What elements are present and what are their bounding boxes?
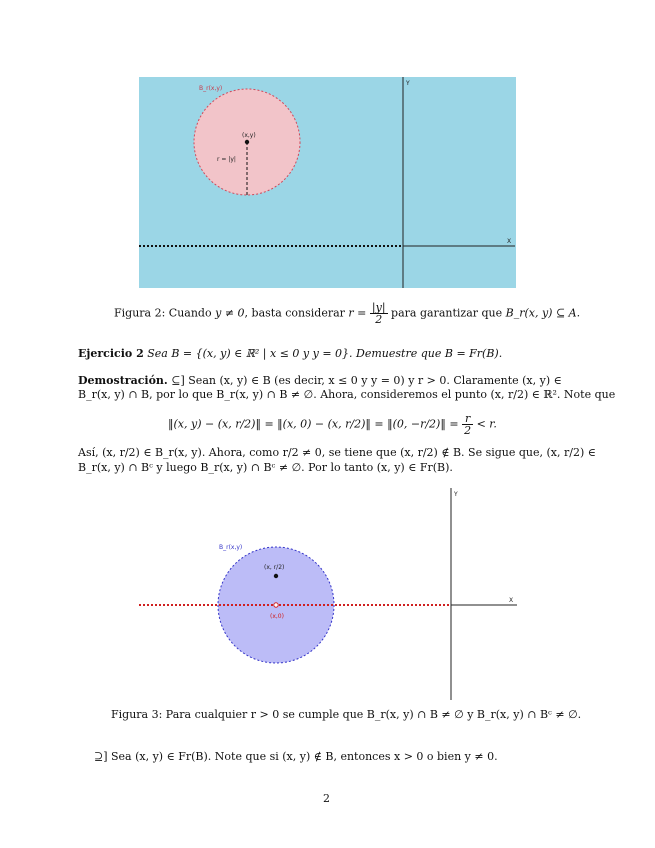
figure-2-background bbox=[139, 77, 516, 288]
figure-3-point-half-r bbox=[274, 574, 278, 578]
figure-3-y-axis-label: Y bbox=[454, 491, 458, 498]
figure-2-caption-r: r = bbox=[348, 306, 367, 320]
figure-2-center-point bbox=[245, 140, 249, 144]
figure-2-caption-end: B_r(x, y) ⊆ A. bbox=[505, 306, 581, 320]
figure-2-caption-mid: , basta considerar bbox=[244, 306, 349, 320]
proof-equation-fraction bbox=[462, 413, 473, 436]
proof-line-1-text: ⊆] Sean (x, y) ∈ B (es decir, x ≤ 0 y y = 0) y r > 0. Claramente (x, y) ∈ bbox=[171, 374, 562, 387]
figure-2-caption bbox=[114, 302, 580, 325]
proof-title: Demostración. bbox=[78, 374, 168, 387]
figure-2-ball-label: B_r(x,y) bbox=[199, 85, 223, 92]
figure-2-x-axis-label: X bbox=[507, 238, 512, 245]
figure-3 bbox=[139, 488, 519, 700]
figure-2-caption-cond: y ≠ 0 bbox=[215, 306, 245, 320]
proof-line-4: B_r(x, y) ∩ Bᶜ y luego B_r(x, y) ∩ Bᶜ ≠ ∅. Por lo tanto (x, y) ∈ Fr(B). bbox=[78, 461, 453, 474]
figure-3-ball-label: B_r(x,y) bbox=[219, 544, 243, 551]
figure-3-x-axis-label: X bbox=[509, 597, 514, 604]
figure-3-center-label: (x,0) bbox=[270, 613, 284, 620]
proof-line-3: Así, (x, r/2) ∈ B_r(x, y). Ahora, como r/2 ≠ 0, se tiene que (x, r/2) ∉ B. Se sigue que, (x, r/2) ∈ bbox=[78, 446, 596, 459]
figure-2-plot bbox=[139, 77, 516, 288]
proof-line-2: B_r(x, y) ∩ B, por lo que B_r(x, y) ∩ B ≠ ∅. Ahora, consideremos el punto (x, r/2) ∈ ℝ². Note que bbox=[78, 388, 616, 401]
exercise-statement: Sea B = {(x, y) ∈ ℝ² | x ≤ 0 y y = 0}. Demuestre que B = Fr(B). bbox=[147, 347, 503, 360]
figure-2-radius-label: r = |y| bbox=[217, 156, 236, 163]
figure-2-caption-den: 2 bbox=[375, 313, 383, 326]
page-number: 2 bbox=[323, 792, 330, 805]
figure-3-point-label: (x, r/2) bbox=[264, 564, 285, 571]
figure-2-caption-num: |y| bbox=[371, 301, 386, 314]
exercise-title: Ejercicio 2 bbox=[78, 347, 144, 360]
proof-equation bbox=[168, 413, 497, 436]
figure-2-y-axis-label: Y bbox=[406, 80, 410, 87]
proof-equation-num: r bbox=[462, 413, 473, 425]
proof-equation-left: ‖(x, y) − (x, r/2)‖ = ‖(x, 0) − (x, r/2)‖ = ‖(0, −r/2)‖ = bbox=[168, 417, 459, 431]
converse-line: ⊇] Sea (x, y) ∈ Fr(B). Note que si (x, y) ∉ B, entonces x > 0 o bien y ≠ 0. bbox=[94, 750, 498, 763]
figure-2-caption-prefix: Figura 2: Cuando bbox=[114, 306, 216, 320]
figure-2-center-label: (x,y) bbox=[242, 132, 256, 139]
figure-2-caption-after: para garantizar que bbox=[387, 306, 506, 320]
proof-equation-right: < r. bbox=[476, 417, 497, 431]
figure-3-plot bbox=[139, 488, 519, 700]
proof-line-1 bbox=[78, 374, 562, 388]
figure-2 bbox=[139, 77, 516, 288]
figure-3-caption: Figura 3: Para cualquier r > 0 se cumple que B_r(x, y) ∩ B ≠ ∅ y B_r(x, y) ∩ Bᶜ ≠ ∅. bbox=[111, 708, 582, 721]
exercise-2 bbox=[78, 347, 502, 361]
figure-2-caption-fraction bbox=[370, 302, 388, 325]
proof-equation-den: 2 bbox=[464, 424, 472, 437]
figure-3-center-point bbox=[274, 603, 278, 607]
